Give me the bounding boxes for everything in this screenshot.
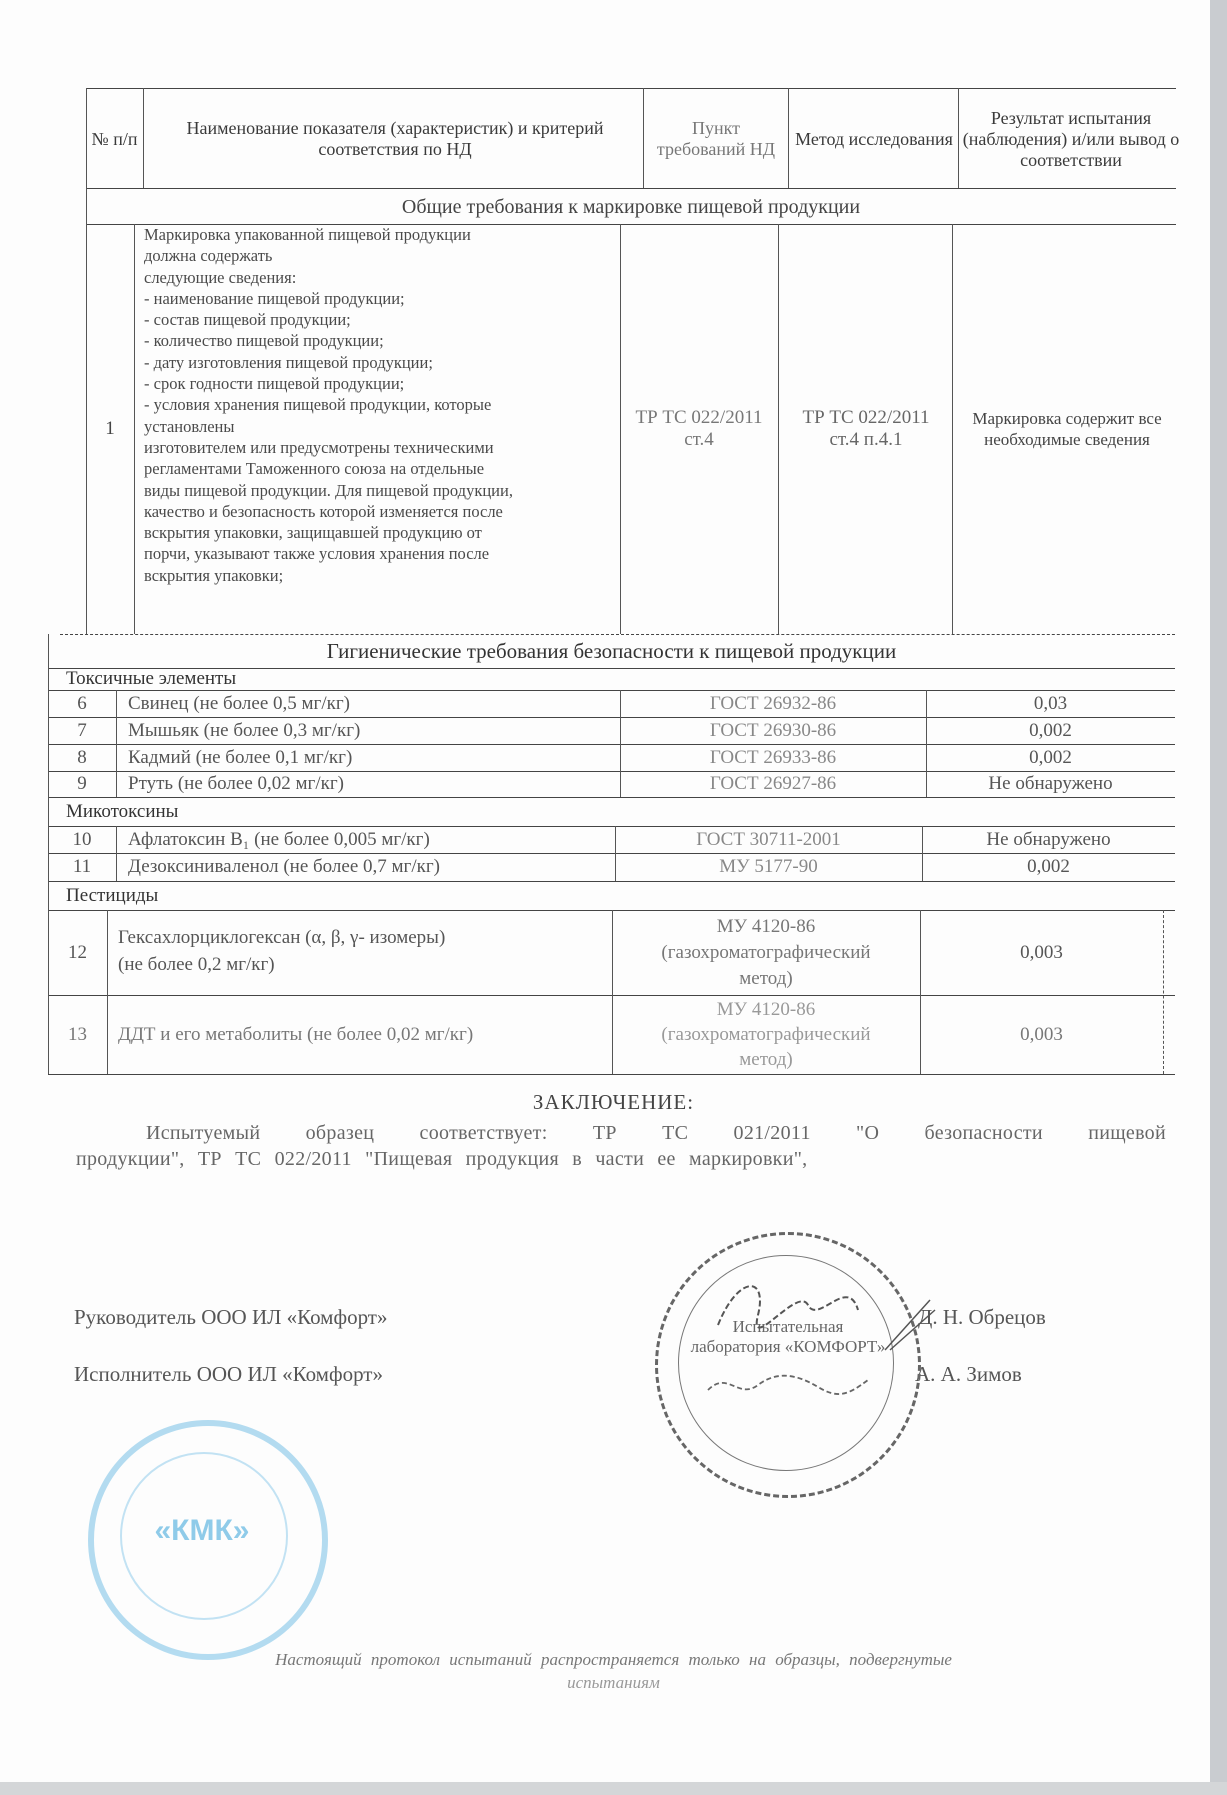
row-10-result: Не обнаружено (986, 828, 1111, 850)
row-7-method: ГОСТ 26930-86 (709, 719, 837, 741)
conclusion-title: ЗАКЛЮЧЕНИЕ: (532, 1090, 695, 1114)
executor-name: А. А. Зимов (915, 1362, 1022, 1386)
table-border (48, 1074, 1175, 1075)
table-border (107, 910, 108, 1074)
lab-stamp-text: Испытательная лаборатория «КОМФОРТ» (690, 1317, 886, 1356)
row-11-name: Дезоксиниваленол (не более 0,7 мг/кг) (128, 856, 440, 877)
requirement-line: порчи, указывают также условия хранения после (144, 544, 490, 564)
table-border (958, 88, 959, 188)
signature-obretsov (698, 1265, 878, 1345)
row-12-name-line: Гексахлорциклогексан (α, β, γ- изомеры) (118, 927, 446, 948)
table-border (48, 881, 1175, 882)
table-border (952, 224, 953, 634)
header-num: № п/п (91, 128, 138, 149)
row-12-name-line: (не более 0,2 мг/кг) (118, 954, 275, 975)
table-border (116, 690, 117, 797)
row-8-name: Кадмий (не более 0,1 мг/кг) (128, 747, 353, 768)
head-role: Руководитель ООО ИЛ «Комфорт» (74, 1305, 388, 1329)
header-result: Результат испытания (наблюдения) и/или вывод о соответствии (962, 107, 1180, 170)
row-11-num: 11 (72, 856, 92, 877)
row-12-result: 0,003 (1020, 941, 1063, 963)
row-11-method: МУ 5177-90 (719, 856, 818, 877)
row-13-result: 0,003 (1020, 1023, 1063, 1045)
row-10-num: 10 (72, 828, 92, 850)
row-7-result: 0,002 (1029, 719, 1072, 741)
requirement-line: должна содержать (144, 246, 273, 266)
head-name: Д. Н. Обрецов (918, 1305, 1046, 1329)
method-line: метод) (739, 1049, 793, 1070)
signature-stroke (880, 1295, 940, 1355)
row-11-result: 0,002 (1027, 856, 1070, 877)
requirement-line: - условия хранения пищевой продукции, которые (144, 395, 492, 415)
row-12-num: 12 (68, 941, 87, 963)
row-8-method: ГОСТ 26933-86 (709, 746, 837, 768)
conclusion-line-1: Испытуемый образец соответствует: ТР ТС 021/2011 "О безопасности пищевой (146, 1122, 1166, 1144)
lab-stamp (655, 1232, 921, 1498)
requirement-line: - срок годности пищевой продукции; (144, 374, 405, 394)
table-border (134, 224, 135, 634)
conclusion-line-2: продукции", ТР ТС 022/2011 "Пищевая продукция в части ее маркировки", (76, 1148, 808, 1170)
row-9-num: 9 (77, 773, 87, 794)
requirement-line: - состав пищевой продукции; (144, 310, 351, 330)
requirement-line: - наименование пищевой продукции; (144, 288, 405, 308)
requirement-line: регламентами Таможенного союза на отдельные (144, 459, 485, 479)
requirement-line: - количество пищевой продукции; (144, 331, 384, 351)
requirement-line: следующие сведения: (144, 267, 297, 287)
footer-line-2: испытаниям (567, 1673, 660, 1692)
requirement-line: установлены (144, 416, 235, 436)
requirement-line: качество и безопасность которой изменяется после (144, 501, 503, 521)
kmk-stamp-text: «КМК» (154, 1514, 250, 1547)
group-mycotoxins: Микотоксины (66, 801, 179, 822)
header-clause: Пункт требований НД (656, 118, 776, 159)
row-6-method: ГОСТ 26932-86 (709, 692, 837, 714)
row-7-name: Мышьяк (не более 0,3 мг/кг) (128, 720, 361, 741)
section-title-hygienic: Гигиенические требования безопасности к пищевой продукции (326, 639, 897, 663)
scan-edge-right (1210, 0, 1227, 1795)
requirement-line: вскрытия упаковки, защищавшей продукцию от (144, 523, 482, 543)
row-7-num: 7 (77, 719, 87, 741)
footer-line-1: Настоящий протокол испытаний распространяется только на образцы, подвергнутые (275, 1650, 952, 1669)
row-1-num: 1 (105, 418, 115, 439)
requirement-line: виды пищевой продукции. Для пищевой продукции, (144, 480, 513, 500)
row-8-result: 0,002 (1029, 746, 1072, 768)
table-border (778, 224, 779, 634)
requirement-line: Маркировка упакованной пищевой продукции (144, 225, 471, 244)
row-13-method (612, 995, 920, 1074)
row-6-name: Свинец (не более 0,5 мг/кг) (128, 693, 350, 714)
table-border (788, 88, 789, 188)
row-13-name: ДДТ и его метаболиты (не более 0,02 мг/кг) (118, 1024, 474, 1045)
row-1-result: Маркировка содержит все необходимые сведения (972, 409, 1162, 449)
method-line: метод) (739, 967, 793, 989)
group-toxic-elements: Токсичные элементы (66, 668, 237, 689)
row-8-num: 8 (77, 746, 87, 768)
row-13-num: 13 (68, 1023, 87, 1045)
table-border (143, 88, 144, 188)
table-border (86, 88, 1176, 89)
table-border (1163, 910, 1164, 1074)
signature-zimov (698, 1365, 878, 1405)
row-1-method: ТР ТС 022/2011 ст.4 п.4.1 (802, 407, 930, 450)
table-border (48, 797, 1175, 798)
group-pesticides: Пестициды (66, 885, 159, 906)
row-9-result: Не обнаружено (988, 773, 1113, 794)
table-border (116, 826, 117, 881)
table-border (643, 88, 644, 188)
row-1-clause: ТР ТС 022/2011 ст.4 (635, 407, 763, 450)
method-line: МУ 4120-86 (716, 999, 816, 1020)
requirement-line: вскрытия упаковки; (144, 565, 284, 585)
requirement-line: - дату изготовления пищевой продукции; (144, 352, 433, 372)
row-9-method: ГОСТ 26927-86 (709, 773, 837, 794)
method-line: (газохроматографический (661, 1024, 871, 1045)
table-border (86, 188, 1176, 189)
executor-role: Исполнитель ООО ИЛ «Комфорт» (74, 1362, 383, 1386)
row-6-num: 6 (77, 692, 87, 714)
requirement-line: изготовителем или предусмотрены техническими (144, 437, 494, 457)
scan-edge-bottom (0, 1782, 1227, 1795)
header-method: Метод исследования (795, 128, 953, 149)
table-border (620, 224, 621, 634)
kmk-stamp (88, 1420, 328, 1660)
section-title-labeling: Общие требования к маркировке пищевой продукции (401, 195, 861, 218)
row-12-method (612, 910, 920, 995)
row-12-name (118, 924, 445, 978)
method-line: МУ 4120-86 (716, 915, 816, 937)
row-6-result: 0,03 (1033, 692, 1068, 714)
method-line: (газохроматографический (661, 941, 871, 963)
header-name: Наименование показателя (характеристик) и критерий соответствия по НД (186, 118, 604, 159)
row-10-name: Афлатоксин B₁ (не более 0,005 мг/кг) (128, 829, 430, 850)
row-10-method: ГОСТ 30711-2001 (696, 828, 841, 850)
row-9-name: Ртуть (не более 0,02 мг/кг) (128, 773, 344, 794)
row-1-requirements (144, 224, 620, 586)
